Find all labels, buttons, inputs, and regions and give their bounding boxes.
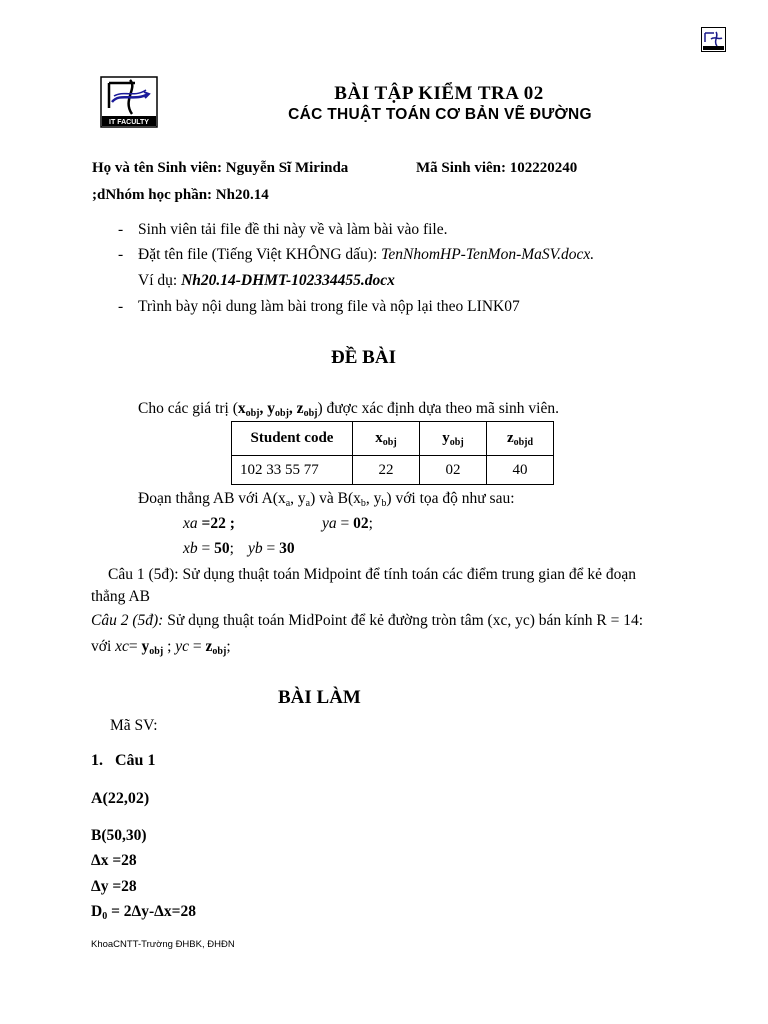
question-1-line-1: Câu 1 (5đ): Sử dụng thuật toán Midpoint để tính toán các điểm trung gian để kẻ đoạn [108,566,636,583]
instruction-2 [138,246,594,264]
student-name: Nguyễn Sĩ Mirinda [225,160,349,176]
table-cell: 22 [353,456,420,485]
solution-q1-heading: 1. Câu 1 [91,752,156,769]
student-name-line [92,160,348,177]
student-id-line [416,160,577,177]
example-label: Ví dụ: [138,272,178,289]
example-value: Nh20.14-DHMT-102334455.docx [181,272,395,289]
faculty-logo-small [701,27,726,52]
page-footer: KhoaCNTT-Trường ĐHBK, ĐHĐN [91,939,235,950]
segment-description: Đoạn thẳng AB với $A(x_a$, $y_a$) và $B(x_b$, $y_b$) với tọa độ như sau: [138,490,515,509]
solution-line-dy: Δy =28 [91,878,137,895]
table-header: $x_{obj}$ [353,422,420,456]
solution-line-b: B(50,30) [91,827,147,844]
coord-xa: xa =22 ; [183,515,235,532]
msv-label: Mã SV: [110,717,158,734]
table-header: $y_{obj}$ [420,422,487,456]
table-cell: 02 [420,456,487,485]
instruction-example [138,272,395,290]
document-title: BÀI TẬP KIỂM TRA 02 [334,83,544,104]
group-value: Nh20.14 [215,187,269,203]
document-subtitle: CÁC THUẬT TOÁN CƠ BẢN VẼ ĐƯỜNG [288,106,592,123]
bullet-1: - [118,221,124,238]
solution-heading: BÀI LÀM [278,687,361,708]
solution-line-dx: Δx =28 [91,852,137,869]
question-2: Câu 2 (5đ): Sử dụng thuật toán MidPoint để kẻ đường tròn tâm (xc, yc) bán kính R = 14: [91,612,644,629]
table-cell: 40 [487,456,554,485]
solution-line-a: A(22,02) [91,790,150,807]
problem-intro: Cho các giá trị ($x_{obj}$, $y_{obj}$, $z_{obj}$) được xác định dựa theo mã sinh viên. [138,400,559,419]
student-name-label: Họ và tên Sinh viên: [92,160,223,176]
group-label: ;dNhóm học phần: [92,187,213,203]
problem-heading: ĐỀ BÀI [331,347,396,368]
coord-yb: yb = 30 [248,540,295,557]
student-id: 102220240 [509,160,578,176]
bullet-2: - [118,246,124,263]
table-header: Student code [232,422,353,456]
question-2-line-2: với $xc= y_{obj}$ ; yc = $z_{obj}$; [91,638,231,657]
solution-line-d0: $D_0 = 2\Delta y-\Delta x=28$ [91,903,196,922]
instruction-1: Sinh viên tải file đề thi này về và làm bài vào file. [138,221,448,238]
coord-ya: ya = 02; [322,515,373,532]
table-header: $z_{objd}$ [487,422,554,456]
student-id-label: Mã Sinh viên: [416,160,507,176]
bullet-3: - [118,298,124,315]
instruction-2-pattern: TenNhomHP-TenMon-MaSV.docx. [381,246,595,263]
coord-xb: xb = 50; [183,540,234,557]
group-line [92,187,269,204]
table-row [232,456,554,485]
student-code-table [231,421,554,485]
table-header-row [232,422,554,456]
svg-text:IT FACULTY: IT FACULTY [109,119,149,126]
intro-prefix: Cho các giá trị ( [138,400,238,417]
instruction-2-prefix: Đặt tên file (Tiếng Việt KHÔNG dấu): [138,246,378,263]
question-1-line-2: thẳng AB [91,588,150,605]
intro-suffix: ) được xác định dựa theo mã sinh viên. [317,400,559,417]
instruction-3: Trình bày nội dung làm bài trong file và nộp lại theo LINK07 [138,298,520,315]
table-cell: 102 33 55 77 [232,456,353,485]
